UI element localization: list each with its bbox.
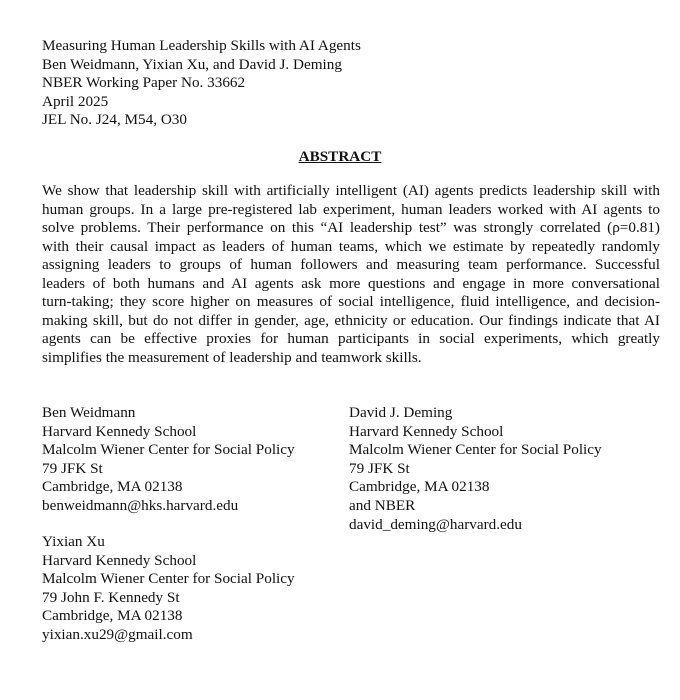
paper-header — [42, 37, 361, 130]
abstract-line: leaders of both humans and AI agents ask more questions and engage in more conversational — [42, 274, 660, 292]
abstract-line: human groups. In a large pre-registered lab experiment, human leaders worked with AI agents to — [42, 200, 660, 218]
abstract-line: solve problems. Their performance on this “AI leadership test” was strongly correlated (ρ=0.81) — [42, 219, 660, 236]
author-center: Malcolm Wiener Center for Social Policy — [42, 441, 295, 459]
author-block-xu — [42, 533, 295, 645]
author-school: Harvard Kennedy School — [42, 422, 197, 440]
author-school: Harvard Kennedy School — [42, 551, 197, 569]
abstract-line: We show that leadership skill with artificially intelligent (AI) agents predicts leadership skill with — [42, 182, 660, 199]
author-city: Cambridge, MA 02138 — [42, 478, 183, 496]
author-name: Yixian Xu — [42, 533, 105, 550]
author-city: Cambridge, MA 02138 — [42, 607, 183, 625]
author-block-weidmann — [42, 404, 295, 516]
author-street: 79 JFK St — [349, 459, 410, 477]
author-block-deming — [349, 404, 602, 534]
paper-authors: Ben Weidmann, Yixian Xu, and David J. Deming — [42, 55, 342, 73]
abstract-body — [42, 182, 660, 367]
author-center: Malcolm Wiener Center for Social Policy — [42, 570, 295, 588]
author-street: 79 John F. Kennedy St — [42, 588, 180, 606]
author-affiliation-extra: and NBER — [349, 496, 416, 514]
abstract-line: turn-taking; they score higher on measures of social intelligence, fluid intelligence, and decision- — [42, 293, 660, 310]
abstract-line: simplifies the measurement of leadership and teamwork skills. — [42, 348, 422, 366]
author-email: benweidmann@hks.harvard.edu — [42, 496, 239, 514]
paper-series: NBER Working Paper No. 33662 — [42, 74, 246, 92]
author-name: Ben Weidmann — [42, 404, 136, 421]
author-city: Cambridge, MA 02138 — [349, 478, 490, 496]
author-email: david_deming@harvard.edu — [349, 515, 522, 533]
abstract-line: agents can be effective proxies for human participants in social experiments, which greatly — [42, 330, 660, 347]
paper-date: April 2025 — [42, 92, 109, 110]
abstract-line: assigning leaders to groups of human followers and measuring team performance. Successful — [42, 256, 660, 273]
author-center: Malcolm Wiener Center for Social Policy — [349, 441, 602, 459]
author-name: David J. Deming — [349, 404, 453, 421]
paper-title: Measuring Human Leadership Skills with AI Agents — [42, 37, 361, 54]
author-school: Harvard Kennedy School — [349, 422, 504, 440]
abstract-line: with their causal impact as leaders of human teams, which we estimate by repeatedly randomly — [42, 237, 660, 255]
abstract-heading: ABSTRACT — [298, 148, 382, 165]
author-street: 79 JFK St — [42, 459, 103, 477]
author-email: yixian.xu29@gmail.com — [42, 625, 193, 643]
paper-jel-codes: JEL No. J24, M54, O30 — [42, 111, 187, 129]
abstract-line: making skill, but do not differ in gender, age, ethnicity or education. Our findings indicate that AI — [42, 311, 660, 329]
